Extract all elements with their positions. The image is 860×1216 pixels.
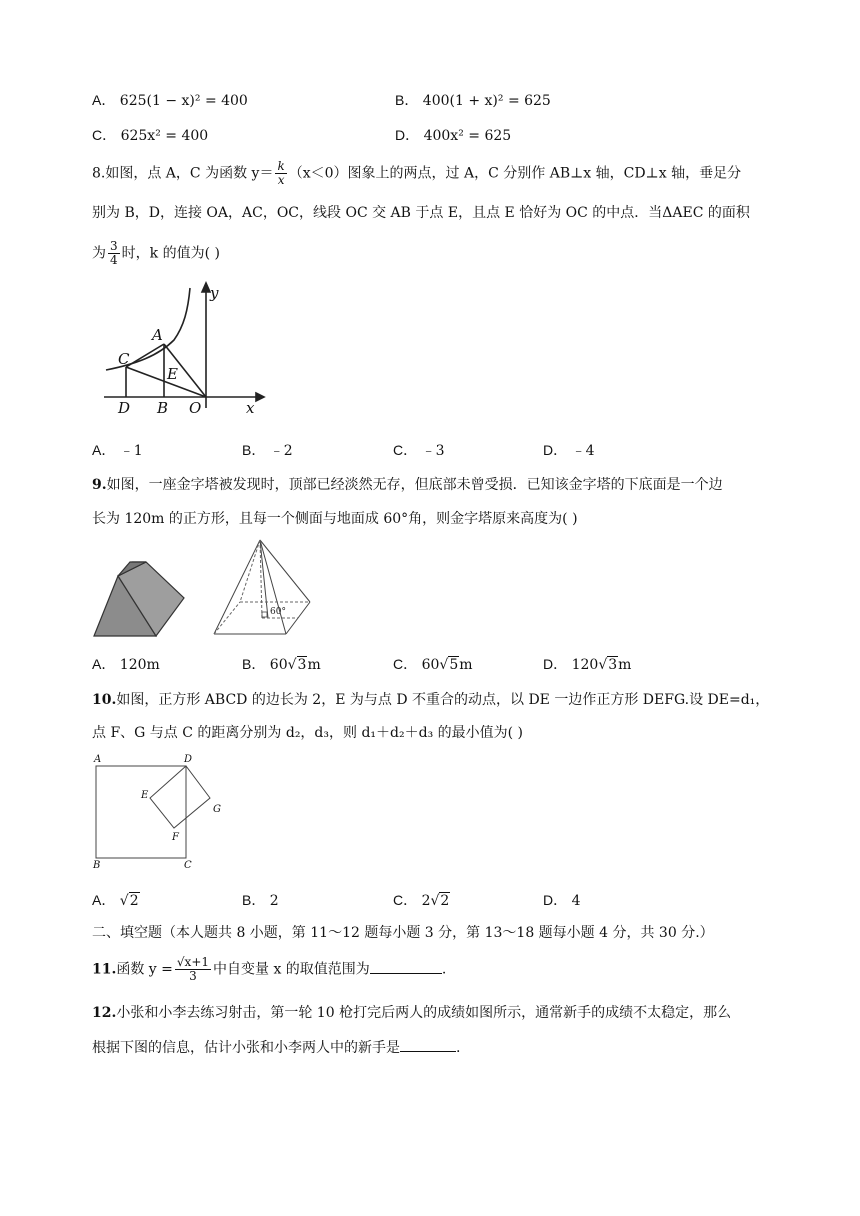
question-number: 11.	[92, 961, 117, 978]
q8-text: （x＜0）图象上的两点，过 A，C 分别作 AB⊥x 轴，CD⊥x 轴，垂足分	[288, 165, 742, 182]
label-d: D	[118, 399, 131, 417]
option-radicand: 5	[449, 657, 459, 673]
q7-option-a	[92, 90, 248, 110]
option-text: ﹣2	[269, 443, 293, 459]
label-g: G	[213, 804, 221, 815]
q8-option-b	[242, 440, 293, 460]
option-label: C．	[393, 892, 418, 908]
q11-fraction	[175, 956, 211, 983]
q9-text: 如图，一座金字塔被发现时，顶部已经淡然无存，但底部未曾受损．已知该金字塔的下底面是一个边	[106, 477, 723, 493]
frac-denominator: x	[277, 173, 285, 187]
option-text: ﹣1	[119, 443, 143, 459]
q12-text: 根据下图的信息，估计小张和小李两人中的新手是	[92, 1040, 400, 1056]
label-d: D	[184, 754, 193, 765]
hidden-edge	[240, 540, 260, 602]
q11-text: 函数 y =	[116, 961, 173, 978]
segment-ac	[126, 344, 164, 367]
x-axis-arrow	[256, 393, 264, 401]
q10-option-d	[543, 890, 581, 910]
y-axis-arrow	[202, 283, 210, 292]
label-e: E	[167, 365, 178, 383]
q12-text: .	[456, 1040, 461, 1056]
q10-line-2: 点 F、G 与点 C 的距离分别为 d₂，d₃，则 d₁＋d₂＋d₃ 的最小值为( )	[92, 725, 524, 741]
q9-line-2: 长为 120m 的正方形，且每一个侧面与地面成 60°角，则金字塔原来高度为( )	[92, 511, 578, 527]
option-text: 625(1 − x)² = 400	[119, 93, 248, 109]
option-radicand: 2	[129, 893, 139, 909]
q8-text: 时，k 的值为( )	[121, 245, 220, 262]
option-text: 4	[571, 893, 581, 909]
label-b: B	[93, 860, 101, 871]
angle-label: 60°	[270, 607, 286, 617]
q8-option-c	[393, 440, 445, 460]
option-label: B．	[395, 92, 419, 108]
option-label: D．	[543, 656, 568, 672]
option-coefficient: 2	[421, 893, 431, 909]
option-text: ﹣3	[421, 443, 445, 459]
q8-fraction-2	[108, 240, 120, 267]
right-angle-mark	[262, 612, 267, 617]
option-text: 400(1 + x)² = 625	[422, 93, 551, 109]
q9-option-a	[92, 654, 160, 674]
q10-option-a: A． √2	[92, 892, 139, 909]
q7-option-c	[92, 125, 208, 145]
option-label: A．	[92, 656, 116, 672]
q8-text: 为	[92, 245, 106, 262]
option-text: ﹣4	[571, 443, 595, 459]
option-label: C．	[92, 127, 117, 143]
answer-blank[interactable]	[400, 1039, 456, 1052]
option-unit: m	[459, 657, 473, 673]
q8-option-d	[543, 440, 595, 460]
q11-text: 中自变量 x 的取值范围为	[213, 961, 370, 978]
pyramid-edge	[214, 540, 260, 634]
option-label: C．	[393, 442, 418, 458]
frac-numerator: k	[277, 159, 285, 173]
q9-frustum-figure	[92, 558, 192, 640]
option-text: 2	[269, 893, 279, 909]
option-label: B．	[242, 892, 266, 908]
q9-option-c: C． 60√5m	[393, 656, 473, 673]
option-label: A．	[92, 892, 116, 908]
frac-numerator: 3	[110, 239, 118, 253]
q10-line-1	[92, 689, 769, 711]
answer-blank[interactable]	[370, 961, 442, 974]
pyramid-edge	[260, 540, 286, 634]
q9-option-b: B． 60√3m	[242, 656, 321, 673]
label-o: O	[189, 399, 202, 417]
option-label: D．	[543, 442, 568, 458]
q7-option-d	[395, 125, 511, 145]
q8-line-2: 别为 B，D，连接 OA，AC，OC，线段 OC 交 AB 于点 E，且点 E 恰好为 OC 的中点．当ΔAEC 的面积	[92, 205, 750, 221]
label-f: F	[172, 832, 179, 843]
q11-line	[92, 956, 446, 983]
label-c: C	[118, 350, 130, 368]
square-defg	[150, 766, 210, 828]
option-text: 625x² = 400	[120, 128, 209, 144]
option-label: C．	[393, 656, 418, 672]
q8-line-1	[92, 160, 741, 187]
option-coefficient: 60	[269, 657, 288, 673]
option-unit: m	[307, 657, 321, 673]
q8-line-3	[92, 240, 220, 267]
frac-numerator: √x+1	[176, 955, 210, 969]
option-unit: m	[618, 657, 632, 673]
question-number: 12.	[92, 1005, 117, 1021]
q9-option-d: D． 120√3m	[543, 656, 632, 673]
label-e: E	[141, 790, 149, 801]
q10-square-figure	[88, 752, 238, 872]
q9-line-1	[92, 474, 723, 496]
q12-text: 小张和小李去练习射击，第一轮 10 枪打完后两人的成绩如图所示，通常新手的成绩不太稳定，那么	[116, 1005, 732, 1021]
option-label: A．	[92, 92, 116, 108]
option-radicand: 2	[440, 893, 450, 909]
q10-text: 如图，正方形 ABCD 的边长为 2，E 为与点 D 不重合的动点，以 DE 一边作正方形 DEFG.设 DE=d₁，	[116, 692, 770, 708]
option-coefficient: 120	[571, 657, 599, 673]
option-coefficient: 60	[421, 657, 440, 673]
label-y: y	[210, 284, 219, 302]
option-text: 120m	[119, 657, 160, 673]
q9-pyramid-figure	[210, 538, 316, 638]
q7-option-b	[395, 90, 551, 110]
option-label: D．	[395, 127, 420, 143]
section-heading: 二、填空题（本人题共 8 小题，第 11～12 题每小题 3 分，第 13～18 题每小题 4 分，共 30 分.）	[92, 925, 714, 941]
q10-option-b	[242, 890, 279, 910]
q8-fraction	[275, 160, 286, 187]
label-x: x	[246, 399, 255, 417]
option-label: B．	[242, 656, 266, 672]
q8-text: 8.如图，点 A，C 为函数 y＝	[92, 165, 274, 182]
label-c: C	[184, 860, 192, 871]
q8-option-a	[92, 440, 143, 460]
option-radicand: 3	[608, 657, 618, 673]
q10-option-c: C． 2√2	[393, 892, 450, 909]
option-radicand: 3	[297, 657, 307, 673]
label-a: A	[94, 754, 102, 765]
option-label: B．	[242, 442, 266, 458]
frac-denominator: 4	[110, 253, 118, 267]
option-text: 400x² = 625	[423, 128, 512, 144]
label-b: B	[157, 399, 169, 417]
q12-line-2	[92, 1037, 460, 1059]
option-label: D．	[543, 892, 568, 908]
question-number: 10.	[92, 692, 117, 708]
q11-text: .	[441, 961, 447, 978]
q8-hyperbola-figure	[96, 278, 266, 418]
frac-denominator: 3	[189, 969, 197, 983]
square-abcd	[96, 766, 186, 858]
option-label: A．	[92, 442, 116, 458]
question-number: 9.	[92, 477, 107, 493]
pyramid-edge	[260, 540, 310, 602]
q12-line-1	[92, 1002, 731, 1024]
label-a: A	[152, 326, 163, 344]
